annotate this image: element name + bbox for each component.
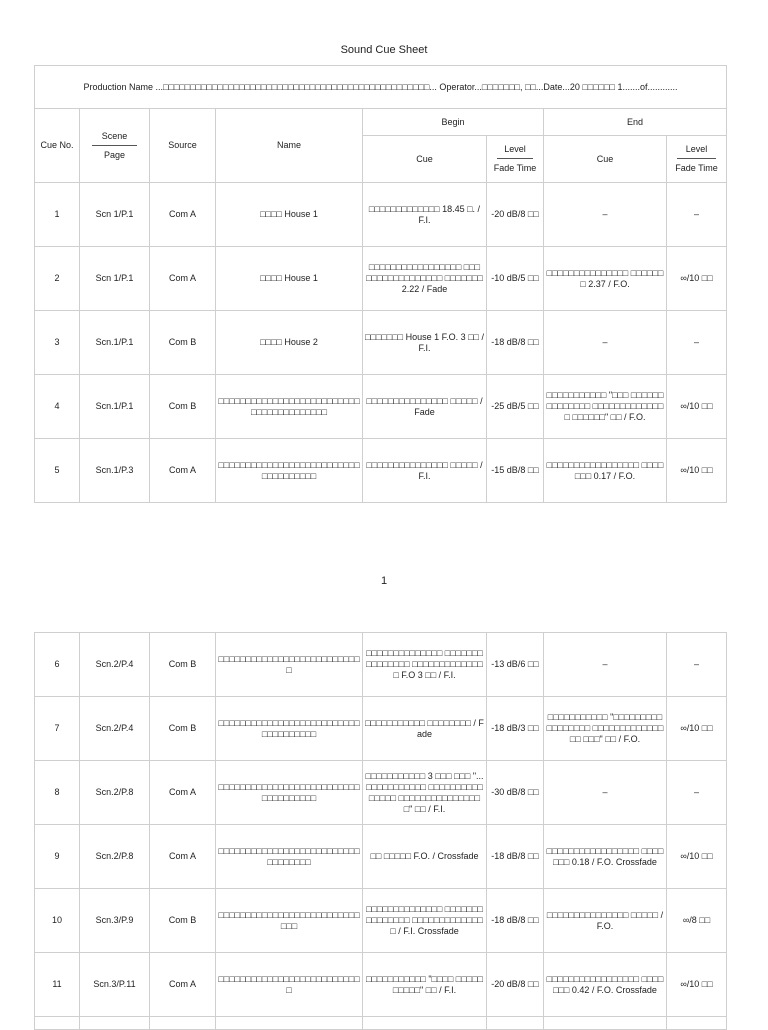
begin-level: -18 dB/8 □□	[487, 825, 544, 889]
end-level: –	[667, 761, 727, 825]
header-source: Source	[150, 109, 216, 183]
cue-sheet-table-page-2	[34, 632, 727, 1030]
scene-page: Scn.3/P.9	[80, 889, 150, 953]
cue-name: □□□□□□□□□□□□□□□□□□□□□□□□□□□□□□□□□□□□	[216, 761, 363, 825]
end-cue: □□□□□□□□□□□□□□□□□ □□□□□□□ 0.17 / F.O.	[544, 439, 667, 503]
header-level: Level	[497, 144, 533, 159]
table-row	[35, 697, 727, 761]
begin-cue: □□□□□□□□□□□ □□□□□□□□ / Fade	[363, 697, 487, 761]
begin-level: -18 dB/8 □□	[487, 311, 544, 375]
header-page: Page	[103, 149, 126, 160]
begin-level: -18 dB/3 □□	[487, 697, 544, 761]
end-level: ∞/10 □□	[667, 953, 727, 1017]
table-row	[35, 761, 727, 825]
cue-number: 4	[35, 375, 80, 439]
scene-page: Scn.1/P.1	[80, 311, 150, 375]
header-level: Level	[677, 144, 716, 159]
source: Com A	[150, 247, 216, 311]
begin-cue: □□□□□□□□□□□□□□□□□ □□□ □□□□□□□□□□□□□□ □□□□□□□ 2.22 / Fade	[363, 247, 487, 311]
begin-cue: □□ □□□□□ F.O. / Crossfade	[363, 825, 487, 889]
production-info: Production Name ...□□□□□□□□□□□□□□□□□□□□□□□□□□□□□□□□□□□□□□□□□□□□□□□□□... Operator...□□□□□□□, □□...Date...20 □□□□□□ 1.......of............	[35, 66, 727, 109]
begin-cue: □□□□□□□□□□□□□□ □□□□□□□□□□□□□□□ □□□□□□□□□□□□□□ / F.I. Crossfade	[363, 889, 487, 953]
cue-number: 10	[35, 889, 80, 953]
cue-number: 11	[35, 953, 80, 1017]
table-row	[35, 375, 727, 439]
cue-number: 8	[35, 761, 80, 825]
end-cue: □□□□□□□□□□□ "□□□□□□□□□□□□□□□□□ □□□□□□□□□□□□□□□ □□□" □□ / F.O.	[544, 697, 667, 761]
begin-level: -20 dB/8 □□	[487, 183, 544, 247]
table-row	[35, 183, 727, 247]
page-number: 1	[380, 575, 388, 587]
table-row-continued	[35, 1017, 727, 1030]
end-cue: –	[544, 183, 667, 247]
end-cue: □□□□□□□□□□□□□□□ □□□□□ / F.O.	[544, 889, 667, 953]
header-cue-no: Cue No.	[35, 109, 80, 183]
cue-name: □□□□□□□□□□□□□□□□□□□□□□□□□□□	[216, 633, 363, 697]
empty-cell	[363, 1017, 487, 1030]
cue-name: □□□□□□□□□□□□□□□□□□□□□□□□□□□□□□□□□□□□□□□□	[216, 375, 363, 439]
cue-name: □□□□□□□□□□□□□□□□□□□□□□□□□□□□□□□□□□□□	[216, 439, 363, 503]
empty-cell	[150, 1017, 216, 1030]
source: Com A	[150, 825, 216, 889]
end-level: ∞/10 □□	[667, 375, 727, 439]
end-cue: □□□□□□□□□□□□□□□ □□□□□□□ 2.37 / F.O.	[544, 247, 667, 311]
cue-name: □□□□□□□□□□□□□□□□□□□□□□□□□□□□□□□□□□	[216, 825, 363, 889]
page-title: Sound Cue Sheet	[340, 44, 428, 56]
scene-page: Scn.2/P.4	[80, 633, 150, 697]
begin-level: -25 dB/5 □□	[487, 375, 544, 439]
source: Com B	[150, 697, 216, 761]
source: Com B	[150, 633, 216, 697]
begin-cue: □□□□□□□□□□□□□□ □□□□□□□□□□□□□□□ □□□□□□□□□□□□□□ F.O 3 □□ / F.I.	[363, 633, 487, 697]
table-row	[35, 439, 727, 503]
cue-name: □□□□ House 2	[216, 311, 363, 375]
end-cue: –	[544, 761, 667, 825]
begin-cue: □□□□□□□□□□□ 3 □□□ □□□ "...□□□□□□□□□□□ □□□□□□□□□□□□□□□ □□□□□□□□□□□□□□□□" □□ / F.I.	[363, 761, 487, 825]
begin-level: -10 dB/5 □□	[487, 247, 544, 311]
begin-level: -13 dB/6 □□	[487, 633, 544, 697]
end-level: –	[667, 633, 727, 697]
end-level: ∞/10 □□	[667, 247, 727, 311]
cue-sheet-table-page-1	[34, 65, 727, 503]
begin-level: -30 dB/8 □□	[487, 761, 544, 825]
header-end-cue: Cue	[544, 136, 667, 183]
table-row	[35, 825, 727, 889]
begin-cue: □□□□□□□ House 1 F.O. 3 □□ / F.I.	[363, 311, 487, 375]
empty-cell	[35, 1017, 80, 1030]
empty-cell	[544, 1017, 667, 1030]
scene-page: Scn.2/P.4	[80, 697, 150, 761]
header-scene-page	[80, 109, 150, 183]
end-cue: –	[544, 311, 667, 375]
header-end-level	[667, 136, 727, 183]
cue-name: □□□□□□□□□□□□□□□□□□□□□□□□□□□	[216, 953, 363, 1017]
scene-page: Scn.1/P.1	[80, 375, 150, 439]
table-row	[35, 953, 727, 1017]
end-cue: □□□□□□□□□□□□□□□□□ □□□□□□□ 0.42 / F.O. Crossfade	[544, 953, 667, 1017]
table-row	[35, 633, 727, 697]
scene-page: Scn.3/P.11	[80, 953, 150, 1017]
header-name: Name	[216, 109, 363, 183]
table-row	[35, 889, 727, 953]
begin-cue: □□□□□□□□□□□□□□□ □□□□□ / Fade	[363, 375, 487, 439]
cue-number: 1	[35, 183, 80, 247]
end-cue: –	[544, 633, 667, 697]
cue-number: 2	[35, 247, 80, 311]
empty-cell	[667, 1017, 727, 1030]
cue-name: □□□□□□□□□□□□□□□□□□□□□□□□□□□□□	[216, 889, 363, 953]
source: Com A	[150, 439, 216, 503]
end-level: –	[667, 311, 727, 375]
begin-cue: □□□□□□□□□□□ "□□□□ □□□□□□□□□□" □□ / F.I.	[363, 953, 487, 1017]
end-cue: □□□□□□□□□□□□□□□□□ □□□□□□□ 0.18 / F.O. Crossfade	[544, 825, 667, 889]
cue-number: 6	[35, 633, 80, 697]
source: Com B	[150, 311, 216, 375]
begin-cue: □□□□□□□□□□□□□□□ □□□□□ / F.I.	[363, 439, 487, 503]
begin-level: -15 dB/8 □□	[487, 439, 544, 503]
cue-number: 9	[35, 825, 80, 889]
header-fade-time: Fade Time	[675, 163, 718, 173]
source: Com A	[150, 761, 216, 825]
header-scene: Scene	[92, 131, 138, 146]
cue-number: 7	[35, 697, 80, 761]
empty-cell	[487, 1017, 544, 1030]
empty-cell	[216, 1017, 363, 1030]
end-level: ∞/10 □□	[667, 439, 727, 503]
end-cue: □□□□□□□□□□□ "□□□ □□□□□□□□□□□□□□ □□□□□□□□□□□□□□ □□□□□□" □□ / F.O.	[544, 375, 667, 439]
end-level: ∞/10 □□	[667, 697, 727, 761]
end-level: –	[667, 183, 727, 247]
source: Com A	[150, 183, 216, 247]
cue-name: □□□□ House 1	[216, 183, 363, 247]
header-begin-cue: Cue	[363, 136, 487, 183]
end-level: ∞/8 □□	[667, 889, 727, 953]
header-begin-level	[487, 136, 544, 183]
scene-page: Scn.2/P.8	[80, 825, 150, 889]
end-level: ∞/10 □□	[667, 825, 727, 889]
table-row	[35, 247, 727, 311]
cue-name: □□□□□□□□□□□□□□□□□□□□□□□□□□□□□□□□□□□□	[216, 697, 363, 761]
header-end: End	[544, 109, 727, 136]
scene-page: Scn.2/P.8	[80, 761, 150, 825]
empty-cell	[80, 1017, 150, 1030]
source: Com A	[150, 953, 216, 1017]
header-begin: Begin	[363, 109, 544, 136]
scene-page: Scn.1/P.3	[80, 439, 150, 503]
cue-number: 5	[35, 439, 80, 503]
begin-cue: □□□□□□□□□□□□□ 18.45 □. / F.I.	[363, 183, 487, 247]
cue-number: 3	[35, 311, 80, 375]
source: Com B	[150, 375, 216, 439]
begin-level: -18 dB/8 □□	[487, 889, 544, 953]
source: Com B	[150, 889, 216, 953]
cue-name: □□□□ House 1	[216, 247, 363, 311]
scene-page: Scn 1/P.1	[80, 247, 150, 311]
table-row	[35, 311, 727, 375]
begin-level: -20 dB/8 □□	[487, 953, 544, 1017]
header-fade-time: Fade Time	[493, 163, 537, 173]
scene-page: Scn 1/P.1	[80, 183, 150, 247]
